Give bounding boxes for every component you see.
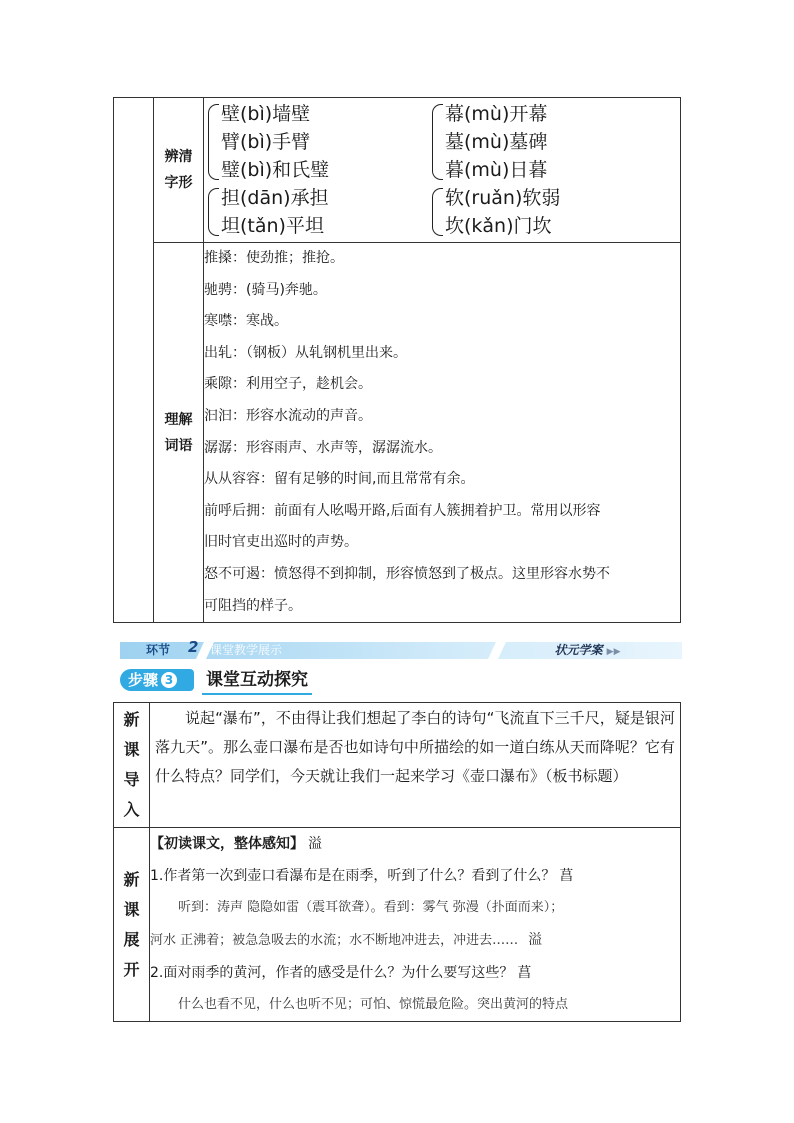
definition-line: 潺潺：形容雨声、水声等，潺潺流水。 xyxy=(204,439,442,456)
glyph-item: 璧(bì)和氏璧 xyxy=(221,159,330,181)
glyph-item: 软(ruǎn)软弱 xyxy=(445,187,561,209)
glyph-group xyxy=(206,100,430,184)
definition-line: 汩汩：形容水流动的声音。 xyxy=(204,407,372,424)
label-char: 入 xyxy=(123,800,140,819)
definition-line: 出轧：（钢板）从轧钢机里出来。 xyxy=(204,344,407,361)
step-badge xyxy=(120,669,194,691)
distinguish-glyphs-label xyxy=(154,98,204,243)
glyph-item: 坎(kǎn)门坎 xyxy=(445,215,552,237)
definition-line: 旧时官吏出巡时的声势。 xyxy=(204,534,358,551)
glyph-item: 臂(bì)手臂 xyxy=(221,131,311,153)
development-heading xyxy=(150,828,680,860)
margin-mark: 菖 xyxy=(517,965,532,981)
definition-line: 推搡：使劲推；推抢。 xyxy=(204,250,344,266)
glyph-groups-cell xyxy=(204,98,681,243)
word-definitions-cell xyxy=(204,243,681,623)
question-text: 1.作者第一次到壶口看瀑布是在雨季，听到了什么？看到了什么？ xyxy=(150,868,556,884)
blank-cell xyxy=(114,98,154,623)
answer-1-line: 听到：涛声 隐隐如雷（震耳欲聋）。看到：雾气 弥漫（扑面而来）； xyxy=(178,900,564,915)
definition-line: 从从容容：留有足够的时间,而且常常有余。 xyxy=(204,471,475,488)
label-char: 导 xyxy=(123,770,140,789)
label-line: 字形 xyxy=(164,175,193,191)
definition-line: 前呼后拥：前面有人吆喝开路,后面有人簇拥着护卫。常用以形容 xyxy=(204,502,601,519)
label-char: 开 xyxy=(123,959,140,979)
development-label xyxy=(114,828,150,1022)
answer-2-line: 什么也看不见，什么也听不见；可怕、惊慌最危险。突出黄河的特点 xyxy=(178,997,569,1012)
label-line: 理解 xyxy=(164,411,193,428)
label-line: 辨清 xyxy=(164,149,193,165)
margin-mark: 溢 xyxy=(308,836,322,852)
glyph-item: 坦(tǎn)平坦 xyxy=(221,215,324,237)
banner-brand xyxy=(500,642,675,659)
brace-icon xyxy=(432,104,443,180)
intro-label xyxy=(114,703,150,828)
label-char: 课 xyxy=(123,740,140,759)
development-cell xyxy=(150,828,681,1022)
glyph-item: 幕(mù)开幕 xyxy=(445,103,548,125)
definition-line: 可阻挡的样子。 xyxy=(204,597,302,614)
answer-1-line xyxy=(150,924,680,957)
label-char: 新 xyxy=(123,869,140,889)
banner-brand-text: 状元学案 xyxy=(554,643,603,657)
lesson-table xyxy=(113,702,681,1022)
definition-line: 怒不可遏：愤怒得不到抑制，形容愤怒到了极点。这里形容水势不 xyxy=(204,565,610,582)
margin-mark: 溢 xyxy=(528,932,543,948)
glyph-item: 担(dān)承担 xyxy=(221,187,329,209)
intro-cell xyxy=(150,703,681,828)
step-number: 3 xyxy=(161,672,177,688)
brace-icon xyxy=(432,188,443,236)
banner-stage: 环节 xyxy=(146,643,171,657)
definition-line: 乘隙：利用空子，趁机会。 xyxy=(204,376,372,393)
understand-words-label xyxy=(154,243,204,623)
intro-text: 说起“瀑布”，不由得让我们想起了李白的诗句“飞流直下三千尺，疑是银河落九天”。那么壶口瀑布是否也如诗句中所描绘的如一道白练从天而降呢？它有什么特点？同学们，今天就让我们一起来学习《壶口瀑布》（板书标题） xyxy=(155,709,675,785)
banner-number: 2 xyxy=(188,638,199,656)
label-char: 课 xyxy=(123,899,140,919)
definition-line: 驰骋：(骑马)奔驰。 xyxy=(204,281,327,298)
heading-text: 【初读课文，整体感知】 xyxy=(150,836,304,852)
question-1 xyxy=(150,860,680,892)
question-text: 2.面对雨季的黄河，作者的感受是什么？为什么要写这些？ xyxy=(150,965,514,981)
glyph-group xyxy=(430,184,680,240)
step-title: 课堂互动探究 xyxy=(202,667,312,695)
step-prefix: 步骤 xyxy=(128,671,159,689)
label-line: 词语 xyxy=(164,437,193,454)
glyph-item: 暮(mù)日暮 xyxy=(445,159,548,181)
glyph-item: 壁(bì)墙壁 xyxy=(221,103,311,125)
label-char: 展 xyxy=(123,929,140,949)
character-vocabulary-table xyxy=(113,97,681,623)
brace-icon xyxy=(208,104,219,180)
glyph-group xyxy=(206,184,430,240)
answer-text: 河水 正沸着；被急急吸去的水流；水不断地冲进去，冲进去…… xyxy=(150,933,519,948)
margin-mark: 菖 xyxy=(559,868,574,884)
double-arrow-icon: ▶▶ xyxy=(606,647,621,657)
definition-line: 寒噤：寒战。 xyxy=(204,313,288,330)
glyph-item: 墓(mù)墓碑 xyxy=(445,131,548,153)
label-char: 新 xyxy=(123,710,140,729)
section-banner xyxy=(120,638,682,659)
banner-subtitle: 课堂教学展示 xyxy=(210,643,283,657)
question-2 xyxy=(150,957,680,989)
glyph-group xyxy=(430,100,680,184)
brace-icon xyxy=(208,188,219,236)
